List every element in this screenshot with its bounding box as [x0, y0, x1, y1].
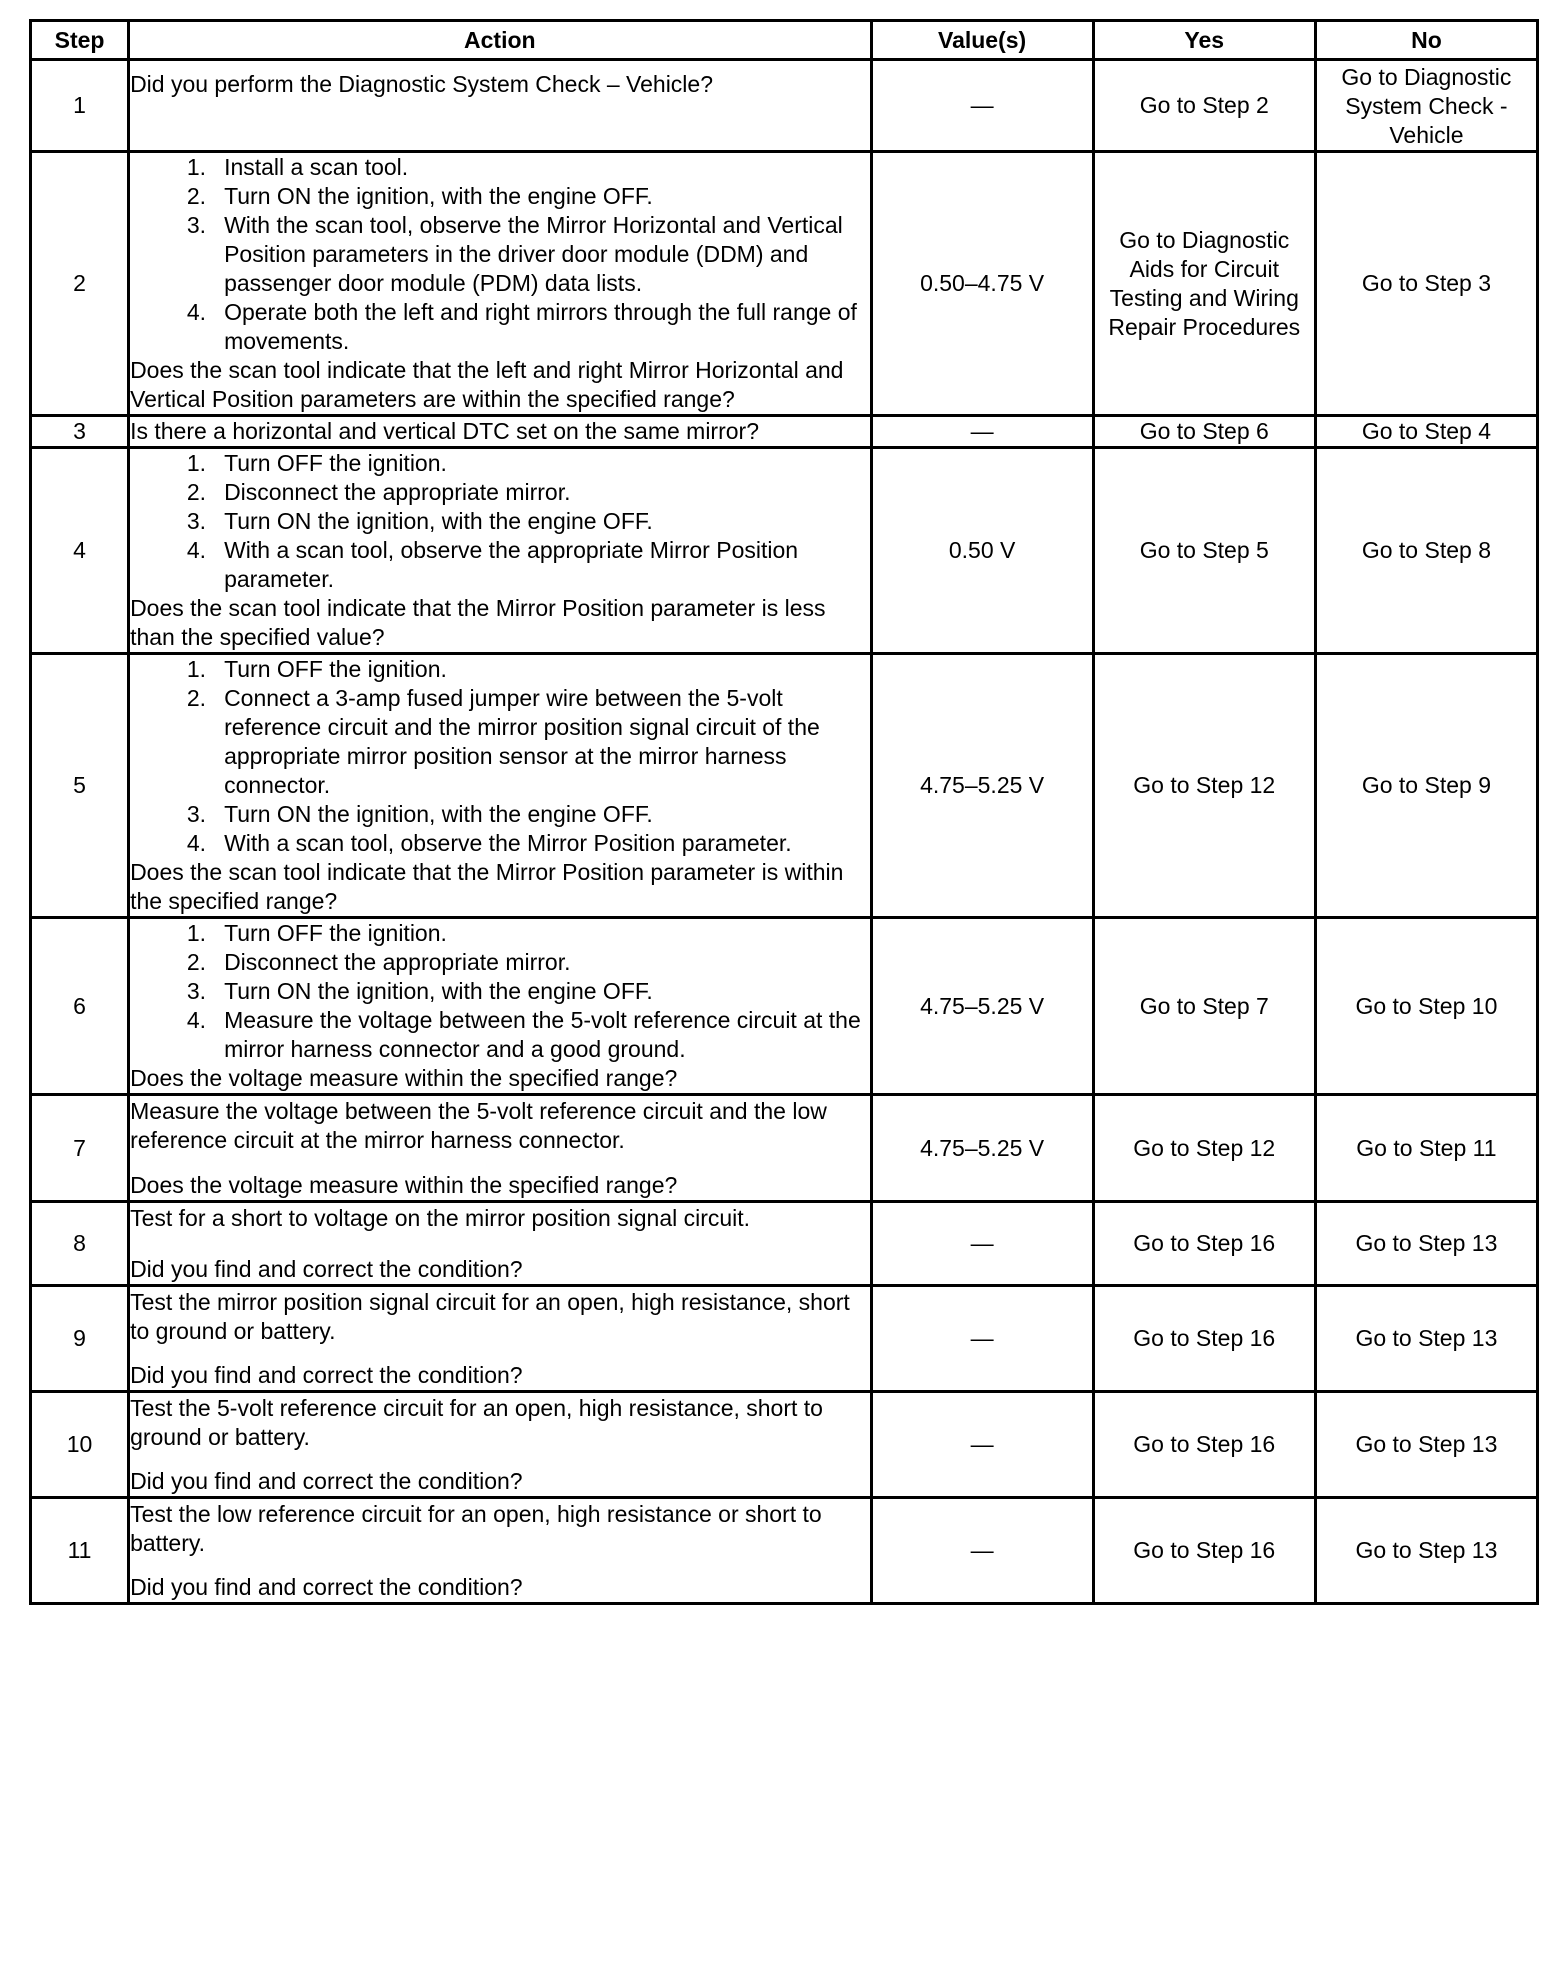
table-row	[31, 918, 1538, 1095]
procedure-item-text: With a scan tool, observe the Mirror Position parameter.	[224, 830, 792, 856]
step-number: 5	[31, 654, 129, 918]
action-cell	[129, 152, 871, 416]
value-cell: —	[871, 1392, 1093, 1498]
action-text: Test the low reference circuit for an open, high resistance or short to battery.	[130, 1500, 822, 1556]
procedure-list	[130, 153, 869, 356]
procedure-item-text: With a scan tool, observe the appropriate Mirror Position parameter.	[224, 537, 799, 592]
step-number: 10	[31, 1392, 129, 1498]
step-number: 7	[31, 1095, 129, 1202]
step-number: 3	[31, 416, 129, 448]
procedure-item	[130, 182, 869, 211]
yes-cell: Go to Step 16	[1093, 1286, 1315, 1392]
action-question: Did you find and correct the condition?	[130, 1255, 523, 1282]
no-cell: Go to Step 8	[1315, 448, 1537, 654]
table-row	[31, 448, 1538, 654]
yes-cell: Go to Step 16	[1093, 1202, 1315, 1286]
action-cell	[129, 416, 871, 448]
step-number: 11	[31, 1498, 129, 1604]
step-number: 6	[31, 918, 129, 1095]
action-question: Does the scan tool indicate that the Mirror Position parameter is less than the specified value?	[130, 595, 826, 650]
action-text: Measure the voltage between the 5-volt reference circuit and the low reference circuit at the mirror harness connector.	[130, 1097, 827, 1153]
action-cell	[129, 1202, 871, 1286]
yes-cell: Go to Step 12	[1093, 654, 1315, 918]
procedure-item	[130, 948, 869, 977]
table-row	[31, 1392, 1538, 1498]
action-question: Did you find and correct the condition?	[130, 1361, 523, 1388]
action-text: Test for a short to voltage on the mirror position signal circuit.	[130, 1204, 751, 1231]
procedure-item-number: 1.	[186, 656, 207, 682]
table-row	[31, 152, 1538, 416]
procedure-item-number: 4.	[186, 830, 207, 856]
procedure-item	[130, 919, 869, 948]
action-text: Test the mirror position signal circuit for an open, high resistance, short to ground or battery.	[130, 1288, 850, 1344]
yes-cell: Go to Step 7	[1093, 918, 1315, 1095]
procedure-item	[130, 507, 869, 536]
procedure-item-number: 1.	[186, 920, 207, 946]
procedure-item-number: 3.	[186, 212, 207, 238]
procedure-list	[130, 449, 869, 594]
value-cell: 4.75–5.25 V	[871, 1095, 1093, 1202]
action-text: Is there a horizontal and vertical DTC set on the same mirror?	[130, 418, 759, 444]
yes-cell: Go to Step 12	[1093, 1095, 1315, 1202]
procedure-item-text: Measure the voltage between the 5-volt reference circuit at the mirror harness connector and a good ground.	[224, 1007, 861, 1062]
procedure-item-text: Turn ON the ignition, with the engine OFF.	[224, 183, 653, 209]
header-yes: Yes	[1093, 21, 1315, 60]
value-cell: —	[871, 416, 1093, 448]
action-cell	[129, 1498, 871, 1604]
header-action: Action	[129, 21, 871, 60]
yes-cell: Go to Step 16	[1093, 1498, 1315, 1604]
procedure-item-number: 1.	[186, 450, 207, 476]
procedure-item-text: Connect a 3-amp fused jumper wire between the 5-volt reference circuit and the mirror position signal circuit of the appropriate mirror position sensor at the mirror harness connector.	[224, 685, 820, 798]
no-cell: Go to Diagnostic System Check - Vehicle	[1315, 60, 1537, 152]
no-cell: Go to Step 11	[1315, 1095, 1537, 1202]
step-number: 2	[31, 152, 129, 416]
action-cell	[129, 1392, 871, 1498]
procedure-item-text: Turn OFF the ignition.	[224, 450, 447, 476]
procedure-item	[130, 655, 869, 684]
procedure-item	[130, 829, 869, 858]
value-cell: 0.50 V	[871, 448, 1093, 654]
no-cell: Go to Step 10	[1315, 918, 1537, 1095]
no-cell: Go to Step 9	[1315, 654, 1537, 918]
table-row	[31, 1202, 1538, 1286]
procedure-item-text: Disconnect the appropriate mirror.	[224, 949, 571, 975]
table-row	[31, 1498, 1538, 1604]
procedure-item-text: Turn OFF the ignition.	[224, 920, 447, 946]
action-cell	[129, 60, 871, 152]
action-question: Did you find and correct the condition?	[130, 1467, 523, 1494]
header-step: Step	[31, 21, 129, 60]
action-cell	[129, 1286, 871, 1392]
table-row	[31, 60, 1538, 152]
procedure-item-text: Turn ON the ignition, with the engine OFF.	[224, 508, 653, 534]
procedure-item-number: 4.	[186, 299, 207, 325]
value-cell: —	[871, 1498, 1093, 1604]
procedure-item	[130, 478, 869, 507]
procedure-item	[130, 684, 869, 800]
yes-cell: Go to Step 6	[1093, 416, 1315, 448]
procedure-item	[130, 977, 869, 1006]
procedure-item	[130, 153, 869, 182]
value-cell: 0.50–4.75 V	[871, 152, 1093, 416]
procedure-item	[130, 800, 869, 829]
no-cell: Go to Step 13	[1315, 1392, 1537, 1498]
no-cell: Go to Step 13	[1315, 1202, 1537, 1286]
procedure-item-number: 2.	[186, 685, 207, 711]
step-number: 9	[31, 1286, 129, 1392]
procedure-item-number: 2.	[186, 479, 207, 505]
no-cell: Go to Step 3	[1315, 152, 1537, 416]
procedure-item	[130, 211, 869, 298]
table-row	[31, 654, 1538, 918]
yes-cell: Go to Step 16	[1093, 1392, 1315, 1498]
action-text: Test the 5-volt reference circuit for an open, high resistance, short to ground or battery.	[130, 1394, 823, 1450]
action-text: Did you perform the Diagnostic System Check – Vehicle?	[130, 71, 714, 97]
yes-cell: Go to Diagnostic Aids for Circuit Testing and Wiring Repair Procedures	[1093, 152, 1315, 416]
procedure-item-number: 3.	[186, 978, 207, 1004]
procedure-item-number: 2.	[186, 183, 207, 209]
procedure-item	[130, 449, 869, 478]
yes-cell: Go to Step 2	[1093, 60, 1315, 152]
no-cell: Go to Step 4	[1315, 416, 1537, 448]
procedure-item-text: Turn ON the ignition, with the engine OFF.	[224, 978, 653, 1004]
procedure-item-text: Turn OFF the ignition.	[224, 656, 447, 682]
action-question: Does the voltage measure within the specified range?	[130, 1171, 678, 1198]
procedure-item-number: 2.	[186, 949, 207, 975]
procedure-item	[130, 536, 869, 594]
action-question: Did you find and correct the condition?	[130, 1573, 523, 1600]
value-cell: —	[871, 60, 1093, 152]
value-cell: —	[871, 1202, 1093, 1286]
action-question: Does the voltage measure within the specified range?	[130, 1065, 678, 1091]
header-values: Value(s)	[871, 21, 1093, 60]
procedure-list	[130, 655, 869, 858]
procedure-item-number: 3.	[186, 508, 207, 534]
procedure-item-number: 4.	[186, 1007, 207, 1033]
procedure-item-text: Turn ON the ignition, with the engine OFF.	[224, 801, 653, 827]
action-cell	[129, 1095, 871, 1202]
procedure-list	[130, 919, 869, 1064]
table-header-row	[31, 21, 1538, 60]
procedure-item-text: Operate both the left and right mirrors through the full range of movements.	[224, 299, 857, 354]
procedure-item-number: 1.	[186, 154, 207, 180]
step-number: 4	[31, 448, 129, 654]
diagnostic-table	[29, 19, 1539, 1605]
yes-cell: Go to Step 5	[1093, 448, 1315, 654]
action-question: Does the scan tool indicate that the Mirror Position parameter is within the specified range?	[130, 859, 844, 914]
value-cell: 4.75–5.25 V	[871, 918, 1093, 1095]
action-question: Does the scan tool indicate that the left and right Mirror Horizontal and Vertical Position parameters are within the specified range?	[130, 357, 844, 412]
step-number: 8	[31, 1202, 129, 1286]
procedure-item-text: Disconnect the appropriate mirror.	[224, 479, 571, 505]
procedure-item-text: Install a scan tool.	[224, 154, 409, 180]
procedure-item	[130, 1006, 869, 1064]
action-cell	[129, 654, 871, 918]
value-cell: 4.75–5.25 V	[871, 654, 1093, 918]
procedure-item-number: 4.	[186, 537, 207, 563]
procedure-item-text: With the scan tool, observe the Mirror Horizontal and Vertical Position parameters in the driver door module (DDM) and passenger door module (PDM) data lists.	[224, 212, 843, 296]
no-cell: Go to Step 13	[1315, 1498, 1537, 1604]
header-no: No	[1315, 21, 1537, 60]
value-cell: —	[871, 1286, 1093, 1392]
step-number: 1	[31, 60, 129, 152]
table-row	[31, 416, 1538, 448]
procedure-item-number: 3.	[186, 801, 207, 827]
action-cell	[129, 448, 871, 654]
table-row	[31, 1286, 1538, 1392]
action-cell	[129, 918, 871, 1095]
table-row	[31, 1095, 1538, 1202]
procedure-item	[130, 298, 869, 356]
no-cell: Go to Step 13	[1315, 1286, 1537, 1392]
